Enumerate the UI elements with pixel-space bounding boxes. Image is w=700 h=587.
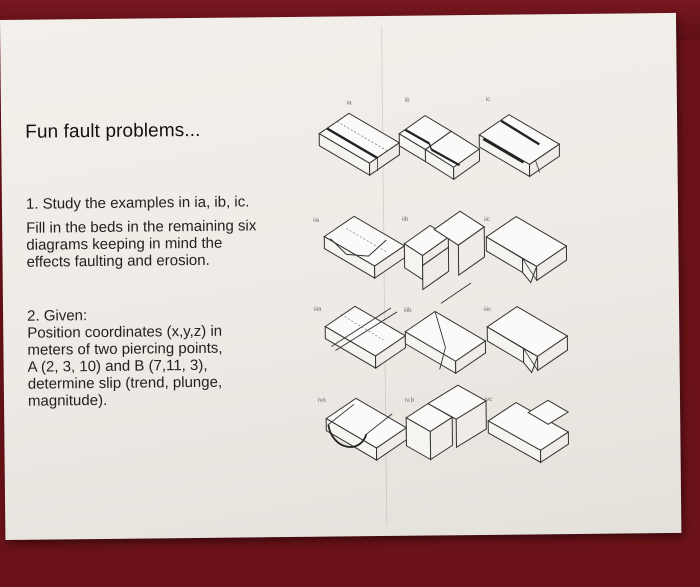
diagram-label-iiib: iiib (404, 307, 412, 314)
diagram-iva (326, 398, 407, 461)
problem-2-line: magnitude). (27, 391, 108, 410)
diagram-iiic (487, 306, 568, 373)
problem-2-line: A (2, 3, 10) and B (7,11, 3), (27, 356, 208, 376)
problem-2-line: meters of two piercing points, (27, 339, 223, 359)
worksheet-paper (0, 13, 681, 540)
problem-1-line: effects faulting and erosion. (26, 251, 210, 271)
problem-2-line: Position coordinates (x,y,z) in (27, 322, 223, 342)
diagram-label-ib: ib (404, 97, 410, 104)
diagram-label-iia: iia (313, 217, 320, 224)
diagram-label-iic: iic (484, 216, 490, 223)
problem-1-heading: 1. Study the examples in ia, ib, ic. (25, 193, 250, 213)
diagram-label-ic: ic (485, 96, 491, 103)
diagram-iia (324, 216, 405, 279)
diagram-iib (404, 211, 485, 290)
problem-2-heading: 2. Given: (27, 307, 88, 325)
diagram-label-ivc: ivc (484, 396, 493, 403)
diagram-iiia (325, 306, 406, 369)
diagram-ic (479, 114, 560, 177)
fault-diagrams-grid (0, 13, 682, 560)
diagram-label-iiic: iiic (484, 306, 492, 313)
problem-1-line: diagrams keeping in mind the (26, 234, 223, 254)
diagram-ivb (406, 385, 487, 460)
diagram-label-ia: ia (346, 100, 352, 107)
diagram-label-iva: iva (317, 397, 326, 404)
diagram-ib (399, 115, 480, 180)
diagram-ivc (488, 400, 569, 463)
worksheet-title: Fun fault problems... (25, 119, 201, 143)
diagram-iiib (405, 283, 486, 374)
problem-2-line: determine slip (trend, plunge, (27, 373, 223, 393)
diagram-ia (319, 113, 400, 176)
problem-1-line: Fill in the beds in the remaining six (26, 217, 257, 237)
diagram-label-ivb: iv.b (404, 397, 414, 404)
diagram-label-iiia: iiia (314, 306, 322, 313)
diagram-iic (486, 216, 567, 283)
diagram-label-iib: iib (402, 216, 409, 223)
